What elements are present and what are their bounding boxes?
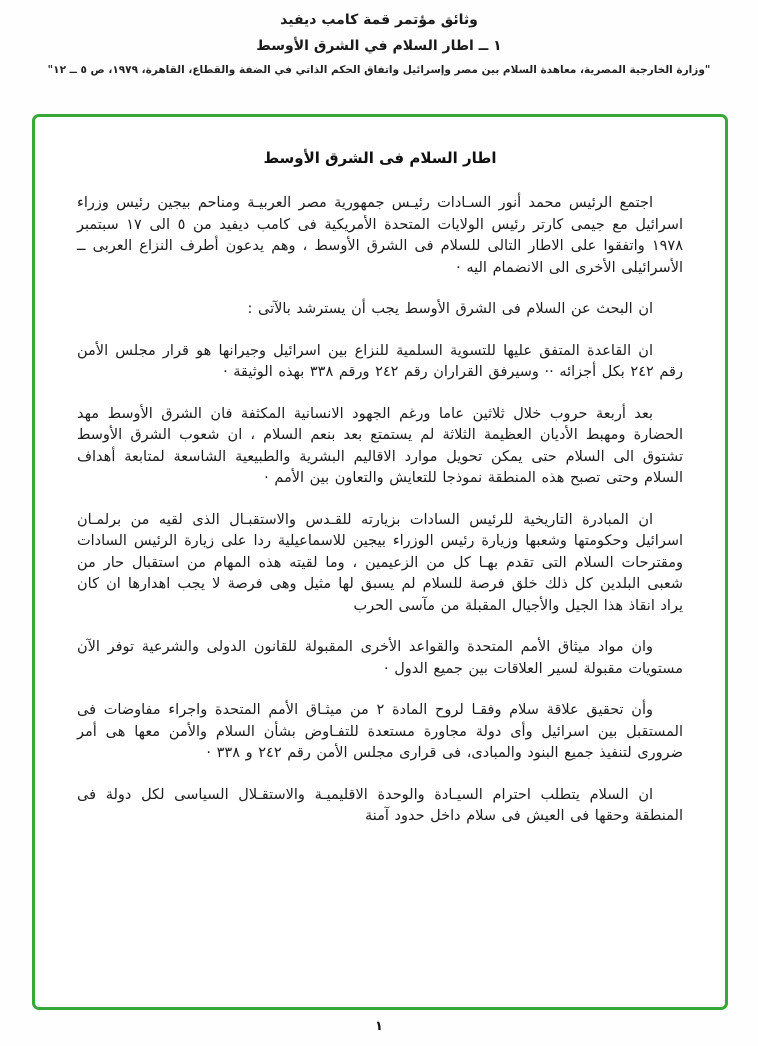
paragraph-un-charter: وان مواد ميثاق الأمم المتحدة والقواعد الأخرى المقبولة للقانون الدولى والشرعية توفر الآن مستويات مقبولة لسير العلاقات بين جميع الدول · xyxy=(77,639,683,677)
page-number: ١ xyxy=(375,1019,383,1034)
paragraph-guiding-principle: ان البحث عن السلام فى الشرق الأوسط يجب أن يسترشد بالآتى : xyxy=(247,301,653,317)
source-citation: "وزارة الخارجية المصرية، معاهدة السلام بين مصر وإسرائيل واتفاق الحكم الذاتي في الضفة والقطاع، القاهرة، ١٩٧٩، ص ٥ ــ ١٢" xyxy=(47,64,711,76)
section-title: ١ ــ اطار السلام في الشرق الأوسط xyxy=(256,38,502,54)
paragraph-intro: اجتمع الرئيس محمد أنور السـادات رئيـس جمهورية مصر العربيـة ومناحم بيجين رئيس وزراء اسرائيل مع جيمى كارتر رئيس الولايات المتحدة الأمريكية فى كامب ديفيد من ٥ الى ١٧ سبتمبر ١٩٧٨ واتفقوا على الاطار التالى للسلام فى الشرق الأوسط ، وهم يدعون أطرف النزاع العربى ــ الأسرائيلى الأخرى الى الانضمام اليه · xyxy=(77,195,683,276)
paragraph-four-wars: بعد أربعة حروب خلال ثلاثين عاما ورغم الجهود الانسانية المكثفة فان الشرق الأوسط مهد الحضارة ومهبط الأديان العظيمة الثلاثة لم يستمتع بعد بنعم السلام ، ان شعوب الشرق الأوسط تشتوق الى السلام حتى يمكن تحويل موارد الاقاليم البشرية والطبيعية الشاسعة لمتابعة أهداف السلام وحتى تصبح هذه المنطقة نموذجا للتعايش والتعاون بين الأمم · xyxy=(77,405,683,486)
green-border-frame xyxy=(32,114,728,1010)
paragraph-sovereignty: ان السلام يتطلب احترام السيـادة والوحدة الاقليميـة والاستقـلال السياسى لكل دولة فى المنطقة وحقها فى العيش فى سلام داخل حدود آمنة xyxy=(77,786,683,824)
document-title: اطار السلام فى الشرق الأوسط xyxy=(263,149,497,167)
paragraph-resolution-242: ان القاعدة المتفق عليها للتسوية السلمية للنزاع بين اسرائيل وجيرانها هو قرار مجلس الأمن رقم ٢٤٢ بكل أجزائه ·· وسيرفق القراران رقم ٢٤٢ ورقم ٣٣٨ بهذه الوثيقة · xyxy=(77,342,683,380)
series-title: وثائق مؤتمر قمة كامب ديفيد xyxy=(280,12,478,28)
paragraph-peace-relations: وأن تحقيق علاقة سلام وفقـا لروح المادة ٢ من ميثـاق الأمم المتحدة واجراء مفاوضات فى المستقبل بين اسرائيل وأى دولة مجاورة مستعدة للتفـاوض بشأن السلام والأمن معها هى أمر ضرورى لتنفيذ جميع البنود والمبادى، فى قرارى مجلس الأمن رقم ٢٤٢ و ٣٣٨ · xyxy=(77,702,683,761)
document-header xyxy=(0,0,758,76)
paragraph-historic-initiative: ان المبادرة التاريخية للرئيس السادات بزيارته للقـدس والاستقبـال الذى لقيه من برلمـان اسرائيل وحكومتها وشعبها وزيارة رئيس الوزراء بيجين للاسماعيلية ردا على زيارة الرئيس السادات ومقترحات السلام التى تقدم بهـا كل من الزعيمين ، وما لقيته هذه المهام من استقبال حار من شعبى البلدين كل ذلك خلق فرصة للسلام لم يسبق لها مثيل وهى فرصة لا يجب اهدارها ان كان يراد انقاذ هذا الجيل والأجيال المقبلة من مآسى الحرب xyxy=(77,511,683,614)
document-body xyxy=(77,193,683,828)
